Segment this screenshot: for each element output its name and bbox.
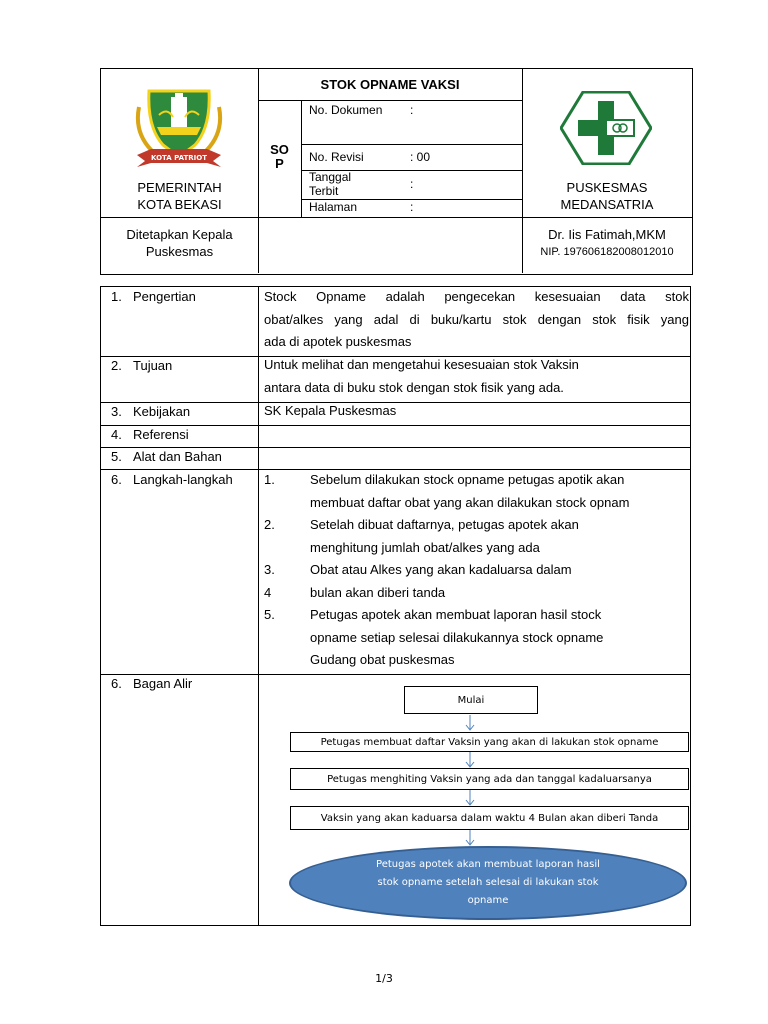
- field-date-value: :: [410, 177, 414, 191]
- step-text: Setelah dibuat daftarnya, petugas apotek akan: [310, 517, 579, 532]
- field-doc-number-label: No. Dokumen: [309, 103, 383, 117]
- section-label: Kebijakan: [133, 404, 191, 419]
- pengertian-line: obat/alkes yang adal di buku/kartu stok dengan stok fisik yang: [264, 311, 689, 327]
- tujuan-line: Untuk melihat dan mengetahui kesesuaian stok Vaksin: [264, 357, 579, 372]
- section-label: Langkah-langkah: [133, 472, 233, 487]
- field-date-label: [309, 170, 351, 198]
- section-label: Tujuan: [133, 358, 173, 373]
- section-num: 2.: [111, 358, 122, 373]
- flow-arrow-down-icon: [465, 715, 475, 731]
- step-number: 5.: [264, 607, 275, 622]
- field-revision-value: : 00: [410, 150, 431, 164]
- field-page-value: :: [410, 200, 414, 214]
- flow-end-line: Petugas apotek akan membuat laporan hasil: [376, 859, 600, 870]
- flow-step2-box: Petugas menghiting Vaksin yang ada dan tanggal kadaluarsanya: [290, 768, 689, 790]
- section-num: 6.: [111, 472, 122, 487]
- sop-label: [258, 143, 301, 171]
- right-org-name: [522, 179, 692, 213]
- established-line1: Ditetapkan Kepala: [126, 227, 233, 242]
- signatory-name: Dr. Iis Fatimah,MKM: [548, 227, 666, 242]
- section-label: Pengertian: [133, 289, 196, 304]
- section-label: Referensi: [133, 427, 189, 442]
- established-by: [101, 226, 258, 260]
- signatory-nip: NIP. 197606182008012010: [540, 246, 674, 258]
- section-label-pengertian: [111, 289, 196, 305]
- step-number: 2.: [264, 517, 275, 532]
- tujuan-text: [264, 354, 689, 399]
- document-title: STOK OPNAME VAKSI: [320, 77, 460, 92]
- kebijakan-text: [264, 400, 689, 423]
- section-label-bagan-alir: [111, 676, 192, 692]
- step-text: bulan akan diberi tanda: [310, 585, 446, 600]
- section-num: 6.: [111, 676, 122, 691]
- section-label: Bagan Alir: [133, 676, 193, 691]
- section-label-alat-bahan: [111, 449, 222, 465]
- kebijakan-line: SK Kepala Puskesmas: [264, 403, 397, 418]
- step-number: 3.: [264, 562, 275, 577]
- flow-arrow-down-icon: [465, 752, 475, 768]
- step-text: Obat atau Alkes yang akan kadaluarsa dalam: [310, 562, 572, 577]
- field-date-label-line2: Terbit: [309, 184, 339, 198]
- step-number: 4: [264, 585, 272, 600]
- step-text: Sebelum dilakukan stock opname petugas apotik akan: [310, 472, 625, 487]
- pengertian-line: ada di apotek puskesmas: [264, 334, 412, 349]
- established-line2: Puskesmas: [145, 244, 214, 259]
- step-text: membuat daftar obat yang akan dilakukan stock opnam: [310, 495, 630, 510]
- left-org-name: [101, 179, 258, 213]
- flow-step3-box: Vaksin yang akan kaduarsa dalam waktu 4 Bulan akan diberi Tanda: [290, 806, 689, 830]
- step-text: menghitung jumlah obat/alkes yang ada: [310, 540, 540, 555]
- right-org-line1: PUSKESMAS: [566, 180, 648, 195]
- sop-body-table: [100, 286, 691, 926]
- flow-end-line: opname: [467, 895, 509, 906]
- section-num: 1.: [111, 289, 122, 304]
- flow-arrow-down-icon: [465, 830, 475, 846]
- flow-end-line: stok opname setelah selesai di lakukan stok: [377, 877, 599, 888]
- flow-step1-box: Petugas membuat daftar Vaksin yang akan di lakukan stok opname: [290, 732, 689, 752]
- page-number: 1/3: [375, 972, 393, 985]
- flow-end-ellipse: [289, 846, 687, 920]
- section-num: 5.: [111, 449, 122, 464]
- header-table: [100, 68, 693, 275]
- left-org-line1: PEMERINTAH: [137, 180, 222, 195]
- kota-bekasi-logo: [129, 87, 229, 175]
- logo-ribbon-text: KOTA PATRIOT: [150, 154, 208, 162]
- pengertian-text: [264, 286, 689, 354]
- section-label-kebijakan: [111, 404, 190, 420]
- step-text: opname setiap selesai dilakukannya stock opname: [310, 630, 604, 645]
- left-org-line2: KOTA BEKASI: [137, 197, 222, 212]
- tujuan-line: antara data di buku stok dengan stok fisik yang ada.: [264, 379, 564, 395]
- step-number: 1.: [264, 472, 275, 487]
- field-revision-label: No. Revisi: [309, 150, 364, 164]
- section-label-referensi: [111, 427, 189, 443]
- puskesmas-logo: [560, 91, 652, 165]
- field-page-label: Halaman: [309, 200, 358, 214]
- section-num: 3.: [111, 404, 122, 419]
- right-org-line2: MEDANSATRIA: [560, 197, 654, 212]
- section-label: Alat dan Bahan: [133, 449, 222, 464]
- step-text: Petugas apotek akan membuat laporan hasil stock: [310, 607, 602, 622]
- sop-label-line2: P: [275, 156, 284, 171]
- step-text: Gudang obat puskesmas: [310, 652, 455, 667]
- flow-arrow-down-icon: [465, 790, 475, 806]
- field-doc-number-value: :: [410, 103, 414, 117]
- flow-start-box: Mulai: [404, 686, 538, 714]
- field-date-label-line1: Tanggal: [309, 170, 352, 184]
- section-label-langkah: [111, 472, 233, 488]
- section-label-tujuan: [111, 358, 172, 374]
- sop-label-line1: SO: [270, 142, 289, 157]
- section-num: 4.: [111, 427, 122, 442]
- pengertian-line: Stock Opname adalah pengecekan kesesuaian data stok: [264, 289, 689, 304]
